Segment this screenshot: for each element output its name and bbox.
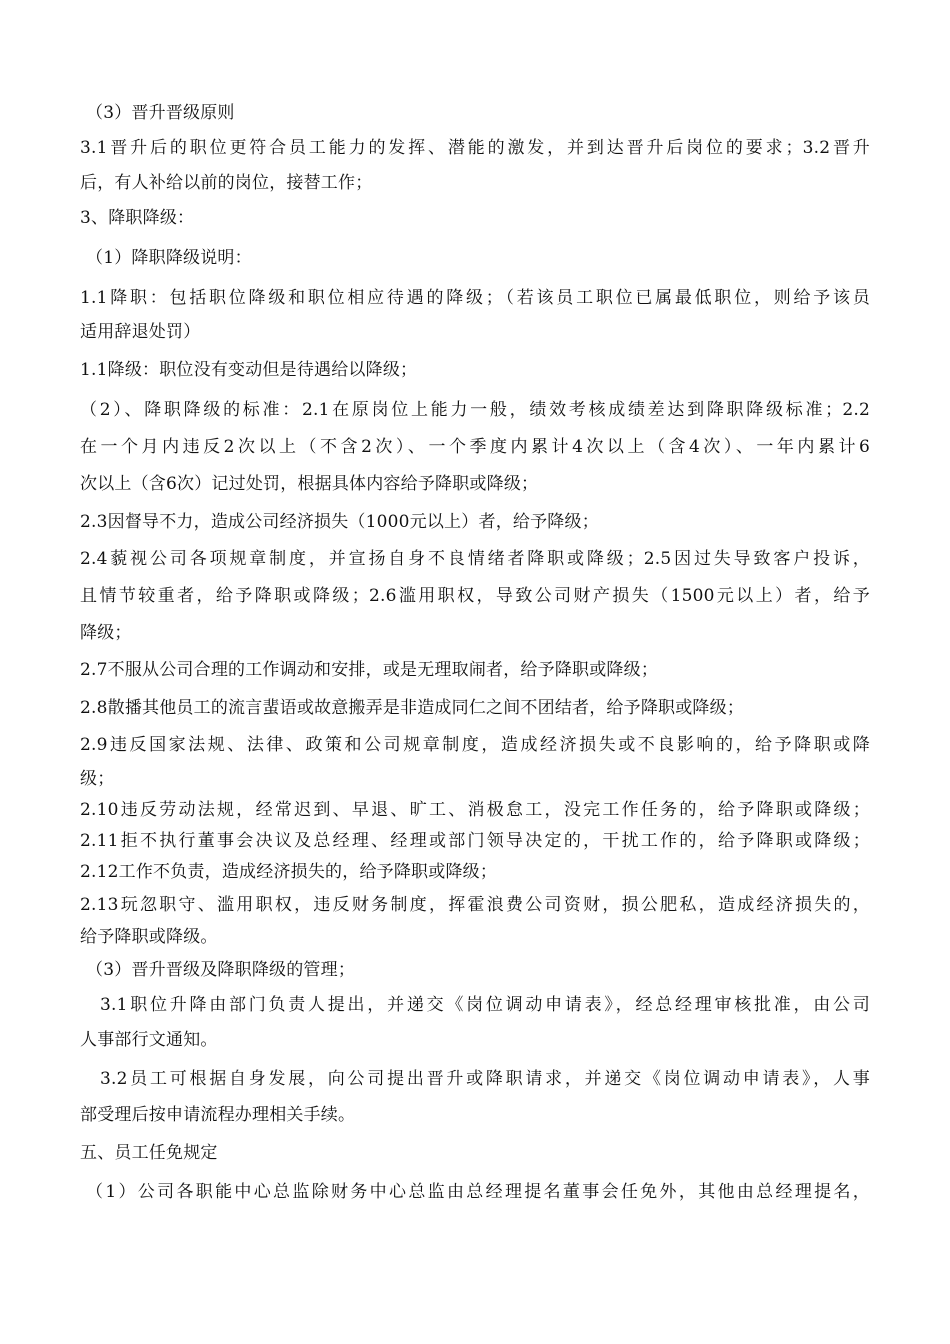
doc-line: 2.3因督导不力，造成公司经济损失（1000元以上）者，给予降级；: [80, 512, 599, 532]
doc-line: （3）晋升晋级原则: [86, 103, 235, 123]
doc-line: 五、员工任免规定: [80, 1143, 218, 1163]
doc-line: （1）公司各职能中心总监除财务中心总监由总经理提名董事会任免外，其他由总经理提名，: [86, 1182, 870, 1202]
doc-line: 3.1晋升后的职位更符合员工能力的发挥、潜能的激发，并到达晋升后岗位的要求；3.2晋升: [80, 138, 870, 158]
doc-line: 2.12工作不负责，造成经济损失的，给予降职或降级；: [80, 862, 498, 882]
doc-line: （1）降职降级说明：: [86, 248, 252, 268]
doc-line: 2.9违反国家法规、法律、政策和公司规章制度，造成经济损失或不良影响的，给予降职或降: [80, 735, 870, 755]
doc-line: 部受理后按申请流程办理相关手续。: [80, 1105, 356, 1125]
doc-line: 给予降职或降级。: [80, 927, 218, 947]
doc-line: 3.2员工可根据自身发展，向公司提出晋升或降职请求，并递交《岗位调动申请表》，人事: [100, 1069, 870, 1089]
doc-line: 人事部行文通知。: [80, 1030, 218, 1050]
doc-line: 2.4藐视公司各项规章制度，并宣扬自身不良情绪者降职或降级；2.5因过失导致客户投诉，: [80, 549, 870, 569]
doc-line: （2）、降职降级的标准：2.1在原岗位上能力一般，绩效考核成绩差达到降职降级标准；2.2: [80, 400, 870, 420]
doc-line: 1.1降级：职位没有变动但是待遇给以降级；: [80, 360, 418, 380]
doc-line: 2.8散播其他员工的流言蜚语或故意搬弄是非造成同仁之间不团结者，给予降职或降级；: [80, 698, 745, 718]
doc-line: 1.1降职：包括职位降级和职位相应待遇的降级；（若该员工职位已属最低职位，则给予该员: [80, 288, 870, 308]
doc-line: 级；: [80, 769, 115, 789]
doc-line: 2.13玩忽职守、滥用职权，违反财务制度，挥霍浪费公司资财，损公肥私，造成经济损失的，: [80, 895, 870, 915]
doc-line: 3.1职位升降由部门负责人提出，并递交《岗位调动申请表》，经总经理审核批准，由公司: [100, 995, 870, 1015]
doc-line: 2.11拒不执行董事会决议及总经理、经理或部门领导决定的，干扰工作的，给予降职或降级；: [80, 831, 870, 851]
doc-line: 适用辞退处罚）: [80, 322, 201, 342]
doc-line: 后，有人补给以前的岗位，接替工作；: [80, 173, 373, 193]
doc-line: 2.7不服从公司合理的工作调动和安排，或是无理取闹者，给予降职或降级；: [80, 660, 659, 680]
doc-line: 降级；: [80, 623, 132, 643]
doc-line: 在一个月内违反2次以上（不含2次）、一个季度内累计4次以上（含4次）、一年内累计6: [80, 437, 870, 457]
doc-line: （3）晋升晋级及降职降级的管理；: [86, 960, 356, 980]
doc-line: 且情节较重者，给予降职或降级；2.6滥用职权，导致公司财产损失（1500元以上）者，给予: [80, 586, 870, 606]
doc-line: 3、降职降级：: [80, 208, 195, 228]
doc-line: 次以上（含6次）记过处罚，根据具体内容给予降职或降级；: [80, 474, 539, 494]
doc-line: 2.10违反劳动法规，经常迟到、早退、旷工、消极怠工，没完工作任务的，给予降职或降级；: [80, 800, 870, 820]
